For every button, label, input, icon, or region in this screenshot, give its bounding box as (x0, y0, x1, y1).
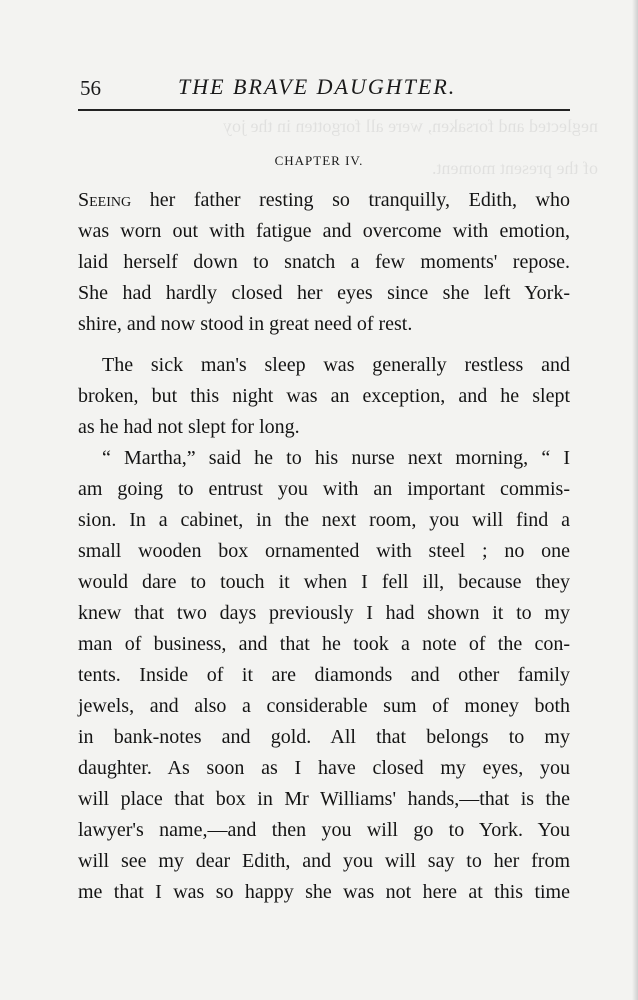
text-line: man of business, and that he took a note of the con- (78, 633, 570, 655)
text-line: shire, and now stood in great need of rest. (78, 313, 413, 335)
text-line: will see my dear Edith, and you will say to her from (78, 850, 570, 872)
text-line: am going to entrust you with an important commis- (78, 478, 570, 500)
show-through-text: neglected and forsaken, were all forgotten in the joy (222, 116, 598, 136)
page-number: 56 (80, 76, 101, 100)
page-header (78, 68, 570, 108)
text-line: me that I was so happy she was not here at this time (78, 881, 570, 903)
running-title: THE BRAVE DAUGHTER. (178, 74, 457, 99)
text-line: broken, but this night was an exception, and he slept (78, 385, 570, 407)
text-line: tents. Inside of it are diamonds and other family (78, 664, 570, 686)
header-rule (78, 109, 570, 111)
text-line: as he had not slept for long. (78, 416, 300, 438)
text-line: in bank-notes and gold. All that belongs to my (78, 726, 570, 748)
text-line: would dare to touch it when I fell ill, because they (78, 571, 570, 593)
drop-word: Seeing (78, 189, 132, 211)
chapter-heading: CHAPTER IV. (274, 153, 364, 168)
text-line: lawyer's name,—and then you will go to York. You (78, 819, 570, 841)
text-line: jewels, and also a considerable sum of money both (78, 695, 570, 717)
page-edge-shadow (632, 0, 638, 1000)
text-line: small wooden box ornamented with steel ; no one (78, 540, 570, 562)
text-line: She had hardly closed her eyes since she left York- (78, 282, 570, 304)
text-line: The sick man's sleep was generally restless and (102, 354, 570, 376)
text-line: knew that two days previously I had shown it to my (78, 602, 570, 624)
text-line: “ Martha,” said he to his nurse next morning, “ I (102, 447, 570, 469)
text-line: sion. In a cabinet, in the next room, you will find a (78, 509, 570, 531)
show-through-text: of the present moment. (432, 158, 598, 178)
text-line: Seeing her father resting so tranquilly, Edith, who (78, 189, 570, 211)
body-text (78, 185, 570, 908)
text-line: will place that box in Mr Williams' hands,—that is the (78, 788, 570, 810)
text-line: laid herself down to snatch a few moments' repose. (78, 251, 570, 273)
text-line: was worn out with fatigue and overcome with emotion, (78, 220, 570, 242)
text-line: daughter. As soon as I have closed my eyes, you (78, 757, 570, 779)
